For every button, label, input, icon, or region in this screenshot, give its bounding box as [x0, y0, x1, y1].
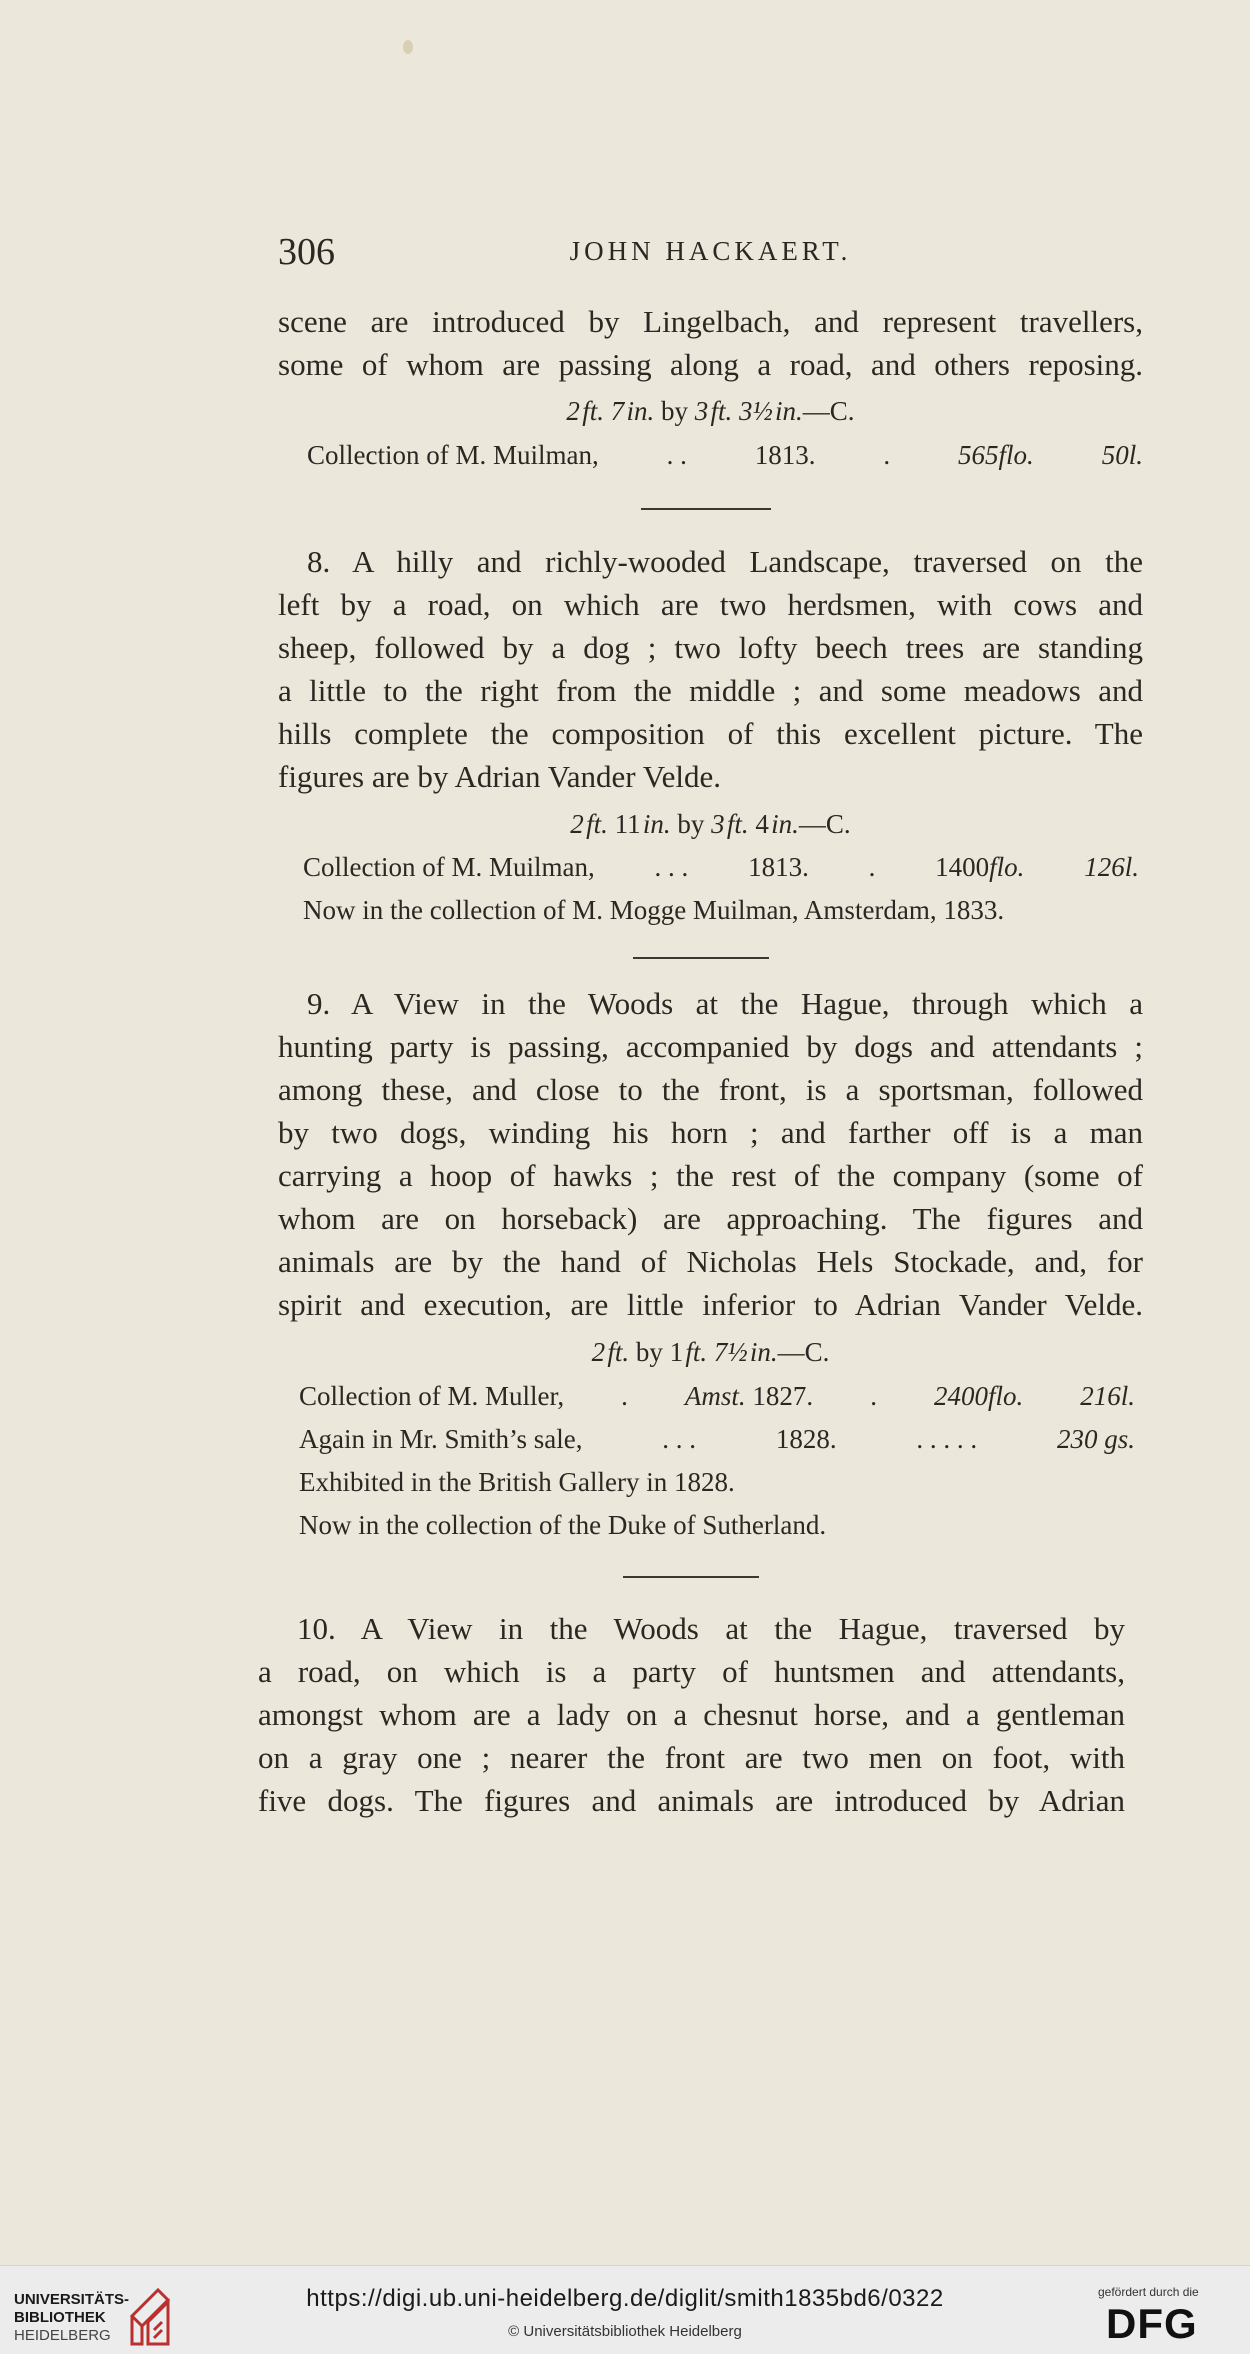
funding-caption: gefördert durch die [1098, 2285, 1199, 2299]
page-number: 306 [278, 231, 335, 273]
page-header [278, 230, 1143, 274]
entry-9-line-8: spirit and execution, are little inferior to Adrian Vander Velde. [278, 1287, 1143, 1322]
entry-10-line-1: 10. A View in the Woods at the Hague, traversed by [297, 1611, 1125, 1646]
entry-8-line-2: left by a road, on which are two herdsmen, with cows and [278, 587, 1143, 622]
entry-7-line-1: scene are introduced by Lingelbach, and represent travellers, [278, 304, 1143, 339]
entry-8-line-1: 8. A hilly and richly-wooded Landscape, traversed on the [307, 544, 1143, 579]
section-divider [633, 957, 769, 959]
copyright-notice: © Universitätsbibliothek Heidelberg [508, 2323, 742, 2340]
entry-9-line-6: whom are on horseback) are approaching. The figures and [278, 1201, 1143, 1236]
entry-10-line-3: amongst whom are a lady on a chesnut horse, and a gentleman [258, 1697, 1125, 1732]
entry-7-dimensions: 2 ft. 7 in. by 3 ft. 3½ in.—C. [566, 396, 855, 426]
entry-9-line-5: carrying a hoop of hawks ; the rest of the company (some of [278, 1158, 1143, 1193]
entry-9-line-7: animals are by the hand of Nicholas Hels Stockade, and, for [278, 1244, 1143, 1279]
running-head: JOHN HACKAERT. [569, 236, 852, 266]
entry-8-line-3: sheep, followed by a dog ; two lofty beech trees are standing [278, 630, 1143, 665]
library-name: UNIVERSITÄTS- BIBLIOTHEK HEIDELBERG [14, 2291, 130, 2344]
entry-8-note: Now in the collection of M. Mogge Muilman, Amsterdam, 1833. [303, 895, 1005, 925]
entry-9-provenance-1: Collection of M. Muller, . Amst. 1827. . 2400flo. 216l. [299, 1381, 1135, 1411]
entry-9-line-2: hunting party is passing, accompanied by dogs and attendants ; [278, 1029, 1143, 1064]
entry-10-line-4: on a gray one ; nearer the front are two men on foot, with [258, 1740, 1125, 1775]
entry-9-provenance-2: Again in Mr. Smith’s sale, . . . 1828. . . . . . 230 gs. [299, 1424, 1135, 1454]
entry-8-provenance: Collection of M. Muilman, . . . 1813. . 1400flo. 126l. [303, 852, 1139, 882]
entry-8-dimensions: 2 ft. 11 in. by 3 ft. 4 in.—C. [570, 809, 851, 839]
page-permalink[interactable]: https://digi.ub.uni-heidelberg.de/diglit/smith1835bd6/0322 [306, 2285, 944, 2312]
entry-7-provenance: Collection of M. Muilman, . . 1813. . 565flo. 50l. [307, 440, 1143, 470]
dfg-logo: DFG [1106, 2300, 1198, 2347]
entry-9-line-4: by two dogs, winding his horn ; and farther off is a man [278, 1115, 1143, 1150]
entry-9-line-3: among these, and close to the front, is a sportsman, followed [278, 1072, 1143, 1107]
library-logo-icon [128, 2286, 174, 2348]
entry-9-note-2: Now in the collection of the Duke of Sutherland. [299, 1510, 827, 1540]
section-divider [623, 1576, 759, 1578]
viewer-footer [0, 2265, 1250, 2354]
paper-stain [403, 40, 413, 54]
entry-8-line-5: hills complete the composition of this excellent picture. The [278, 716, 1143, 751]
entry-7-line-2: some of whom are passing along a road, and others reposing. [278, 347, 1143, 382]
entry-9-note-1: Exhibited in the British Gallery in 1828. [299, 1467, 735, 1497]
entry-8-line-4: a little to the right from the middle ; and some meadows and [278, 673, 1143, 708]
section-divider [641, 508, 771, 510]
entry-9-line-1: 9. A View in the Woods at the Hague, through which a [307, 986, 1143, 1021]
entry-10-line-5: five dogs. The figures and animals are introduced by Adrian [258, 1783, 1125, 1818]
entry-10-line-2: a road, on which is a party of huntsmen and attendants, [258, 1654, 1125, 1689]
entry-9-dimensions: 2 ft. by 1 ft. 7½ in.—C. [591, 1337, 830, 1367]
entry-8-line-6: figures are by Adrian Vander Velde. [278, 759, 722, 794]
